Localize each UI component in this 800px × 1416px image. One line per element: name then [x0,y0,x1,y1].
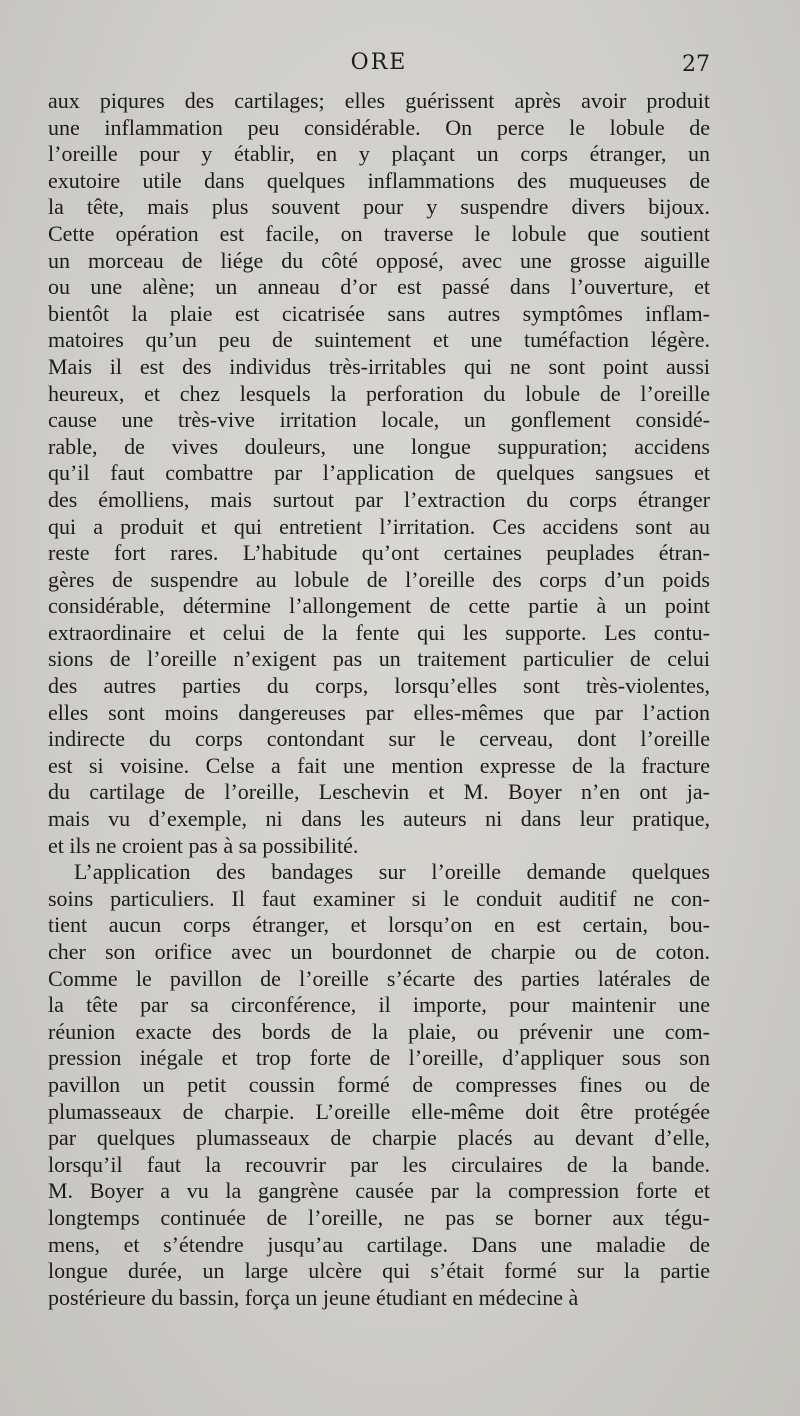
text-line: cher son orifice avec un bourdonnet de charpie ou de coton. [48,939,710,964]
page-number: 27 [682,52,710,77]
text-line: bientôt la plaie est cicatrisée sans autres symptômes inflam- [48,300,710,326]
text-line: un morceau de liége du côté opposé, avec une grosse aiguille [48,247,710,273]
text-line: indirecte du corps contondant sur le cerveau, dont l’oreille [48,726,710,752]
text-line: ou une alène; un anneau d’or est passé dans l’ouverture, et [48,274,710,300]
text-line: par quelques plumasseaux de charpie placés au devant d’elle, [48,1125,710,1151]
body-text [48,88,710,1311]
text-line: longue durée, un large ulcère qui s’était formé sur la partie [48,1258,710,1284]
text-line: elles sont moins dangereuses par elles-mêmes que par l’action [48,699,710,725]
text-line: du cartilage de l’oreille, Leschevin et M. Boyer n’en ont ja- [48,779,710,805]
text-line: reste fort rares. L’habitude qu’ont certaines peuplades étran- [48,540,710,566]
text-line: qu’il faut combattre par l’application de quelques sangsues et [48,460,710,486]
text-line: soins particuliers. Il faut examiner si le conduit auditif ne con- [48,885,710,911]
text-line: longtemps continuée de l’oreille, ne pas se borner aux tégu- [48,1204,710,1230]
text-line: l’oreille pour y établir, en y plaçant un corps étranger, un [48,141,710,167]
text-line: rable, de vives douleurs, une longue suppuration; accidens [48,433,710,459]
text-line: qui a produit et qui entretient l’irritation. Ces accidens sont au [48,513,710,539]
text-line: Cette opération est facile, on traverse le lobule que soutient [48,220,710,246]
text-line: pression inégale et trop forte de l’oreille, d’appliquer sous son [48,1045,710,1071]
text-line: extraordinaire et celui de la fente qui les supporte. Les contu- [48,619,710,645]
paragraph-2 [48,859,710,1311]
text-line: mens, et s’étendre jusqu’au cartilage. Dans une maladie de [48,1231,710,1257]
text-line: sions de l’oreille n’exigent pas un traitement particulier de celui [48,646,710,672]
text-line: réunion exacte des bords de la plaie, ou prévenir une com- [48,1018,710,1044]
text-line: gères de suspendre au lobule de l’oreille des corps d’un poids [48,566,710,592]
text-line: aux piqures des cartilages; elles guérissent après avoir produit [48,88,710,113]
text-line: est si voisine. Celse a fait une mention expresse de la fracture [48,752,710,778]
text-line: M. Boyer a vu la gangrène causée par la compression forte et [48,1178,710,1204]
text-line: heureux, et chez lesquels la perforation du lobule de l’oreille [48,380,710,406]
text-line: pavillon un petit coussin formé de compresses fines ou de [48,1071,710,1097]
text-line: des autres parties du corps, lorsqu’elles sont très-violentes, [48,673,710,699]
text-line: tient aucun corps étranger, et lorsqu’on en est certain, bou- [48,912,710,938]
text-line: Mais il est des individus très-irritables qui ne sont point aussi [48,353,710,379]
running-title: ORE [350,50,408,75]
text-line: cause une très-vive irritation locale, un gonflement considé- [48,407,710,433]
page-header [48,50,710,82]
text-line: matoires qu’un peu de suintement et une tuméfaction légère. [48,327,710,353]
paragraph-1 [48,88,710,859]
text-line: plumasseaux de charpie. L’oreille elle-même doit être protégée [48,1098,710,1124]
text-line: postérieure du bassin, força un jeune étudiant en médecine à [48,1284,579,1310]
text-line: lorsqu’il faut la recouvrir par les circulaires de la bande. [48,1151,710,1177]
text-line: des émolliens, mais surtout par l’extraction du corps étranger [48,486,710,512]
text-line: considérable, détermine l’allongement de cette partie à un point [48,593,710,619]
text-line: mais vu d’exemple, ni dans les auteurs ni dans leur pratique, [48,806,710,832]
text-line: et ils ne croient pas à sa possibilité. [48,832,359,858]
text-line: L’application des bandages sur l’oreille demande quelques [74,859,710,885]
text-line: exutoire utile dans quelques inflammations des muqueuses de [48,167,710,193]
text-line: une inflammation peu considérable. On perce le lobule de [48,114,710,140]
text-line: la tête par sa circonférence, il importe, pour maintenir une [48,992,710,1018]
text-line: la tête, mais plus souvent pour y suspendre divers bijoux. [48,194,710,220]
text-line: Comme le pavillon de l’oreille s’écarte des parties latérales de [48,965,710,991]
